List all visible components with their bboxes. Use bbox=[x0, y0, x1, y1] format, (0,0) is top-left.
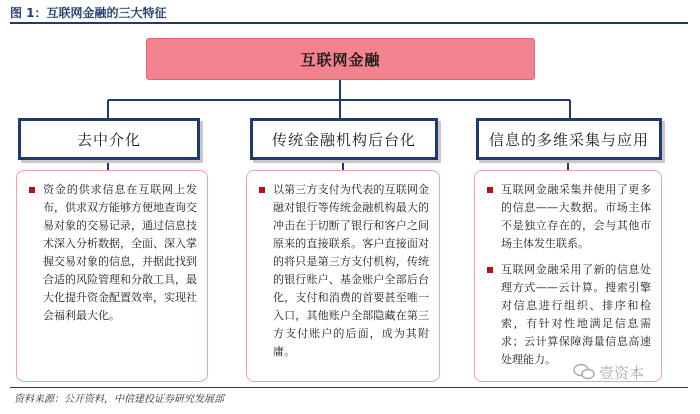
bullet-square-icon bbox=[487, 187, 493, 193]
bottom-divider bbox=[10, 387, 688, 388]
characteristic-header: 去中介化 bbox=[18, 118, 200, 160]
list-item bbox=[485, 181, 651, 253]
bullet-text: 互联网金融采用了新的信息处理方式——云计算。搜索引擎对信息进行组织、排序和检索，有针对性地满足信息需求；云计算保障海量信息高速处理能力。 bbox=[501, 263, 651, 366]
chat-bubble-icon bbox=[573, 363, 595, 381]
bullet-text: 资金的供求信息在互联网上发布，供求双方能够方便地查询交易对象的交易记录，通过信息技术深入分析数据，全面、深入掌握交易对象的信息，并据此找到合适的风险管理和分散工具，最大化提升资金配置效率，实现社会福利最大化。 bbox=[43, 183, 197, 322]
list-item bbox=[27, 181, 197, 325]
bullet-text: 以第三方支付为代表的互联网金融对银行等传统金融机构最大的冲击在于切断了银行和客户之间原来的直接联系。客户直接面对的将只是第三方支付机构，传统的银行账户、基金账户全部后台化，支付和消费的首要甚至唯一入口，其他账户全部隐藏在第三方支付账户的后面，成为其附庸。 bbox=[273, 183, 429, 358]
detail-panel-decentralization bbox=[16, 170, 208, 382]
characteristic-header: 信息的多维采集与应用 bbox=[476, 118, 662, 160]
list-item bbox=[485, 261, 651, 369]
characteristic-header: 传统金融机构后台化 bbox=[250, 118, 438, 160]
source-note: 资料来源：公开资料，中信建投证券研究发展部 bbox=[14, 394, 224, 405]
detail-panel-information bbox=[474, 170, 662, 382]
bullet-text: 互联网金融采集并使用了更多的信息——大数据。市场主体不是独立存在的，会与其他市场主体发生联系。 bbox=[501, 183, 651, 250]
bullet-square-icon bbox=[29, 187, 35, 193]
figure-title: 图 1：互联网金融的三大特征 bbox=[10, 6, 167, 20]
bullet-square-icon bbox=[259, 187, 265, 193]
watermark-text: 壹资本 bbox=[599, 363, 645, 382]
bullet-square-icon bbox=[487, 267, 493, 273]
root-node: 互联网金融 bbox=[146, 38, 535, 80]
list-item bbox=[257, 181, 429, 361]
watermark bbox=[573, 360, 644, 384]
detail-panel-backend bbox=[246, 170, 440, 382]
